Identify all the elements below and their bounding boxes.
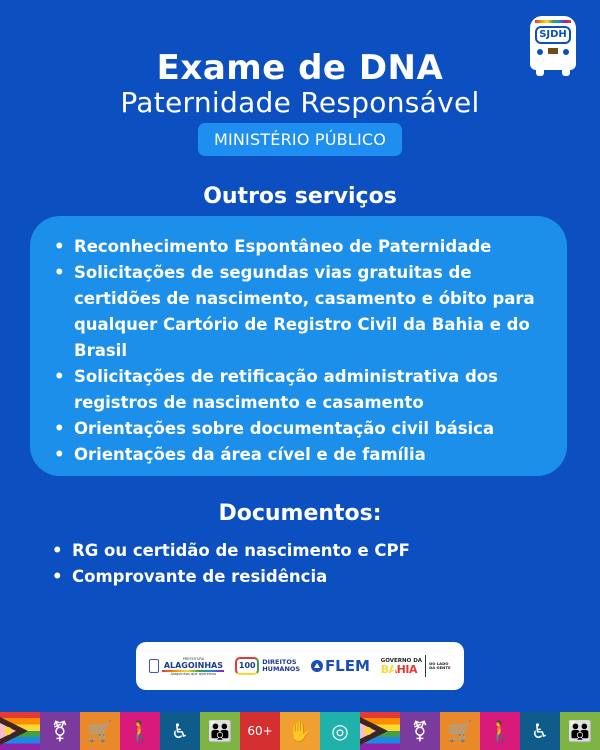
service-item: • Reconhecimento Espontâneo de Paternidade — [50, 234, 555, 260]
flem-triangle-icon — [311, 660, 323, 672]
governo-bahia-logo — [381, 655, 451, 677]
intersex-circle-icon — [364, 727, 372, 735]
do-lado-label: DO LADO — [429, 660, 449, 666]
page-title: Exame de DNA — [156, 48, 444, 88]
shopping-cart-icon: 🛒 — [80, 712, 120, 750]
ministerio-publico-badge: MINISTÉRIO PÚBLICO — [198, 123, 402, 156]
alagoinhas-logo — [149, 657, 224, 676]
pride-flag-icon — [360, 712, 400, 750]
alagoinhas-prefeitura-label: PREFEITURA — [182, 656, 205, 661]
divider — [425, 655, 426, 677]
blind-person-icon: 🚶 — [480, 712, 520, 750]
service-item: • Solicitações de segundas vias gratuitas de certidões de nascimento, casamento e óbito para qualquer Cartório de Registro Civil da Bahia e do Brasil — [50, 260, 555, 364]
transgender-symbol-icon: ⚧ — [40, 712, 80, 750]
document-item: • RG ou certidão de nascimento e CPF — [48, 538, 548, 564]
disque-100-logo — [235, 657, 300, 675]
flem-logo — [311, 657, 370, 675]
children-playing-icon: 👪 — [560, 712, 600, 750]
rainbow-stripe — [535, 20, 571, 23]
services-list — [50, 234, 555, 468]
page-subtitle: Paternidade Responsável — [120, 86, 480, 119]
document-item: • Comprovante de residência — [48, 564, 548, 590]
flem-name: FLEM — [324, 657, 370, 675]
documents-title: Documentos: — [218, 501, 382, 526]
sign-language-hand-icon: ✋ — [280, 712, 320, 750]
service-item: • Orientações sobre documentação civil básica — [50, 416, 555, 442]
alagoinhas-tagline: Alagoinhas que queremos — [170, 671, 217, 676]
service-item: • Orientações da área cível e de família — [50, 442, 555, 468]
logo-text: SJDH — [535, 26, 571, 44]
partner-logos-bar — [136, 642, 464, 690]
direitos-label: DIREITOS — [262, 658, 297, 666]
bahia-name: BAHIA — [381, 664, 422, 675]
documents-list — [48, 538, 548, 590]
humanos-label: HUMANOS — [262, 665, 301, 673]
da-gente-label: DA GENTE — [429, 665, 451, 670]
pride-flag-icon — [0, 712, 40, 750]
alagoinhas-name: ALAGOINHAS — [163, 660, 223, 670]
shopping-cart-icon: 🛒 — [440, 712, 480, 750]
wheelchair-icon: ♿ — [160, 712, 200, 750]
children-playing-icon: 👪 — [200, 712, 240, 750]
services-panel — [30, 216, 567, 476]
governo-da-label: GOVERNO DA — [380, 657, 423, 664]
service-item: • Solicitações de retificação administrativa dos registros de nascimento e casamento — [50, 364, 555, 416]
blind-person-icon: 🚶 — [120, 712, 160, 750]
accessibility-person-icon: ◎ — [320, 712, 360, 750]
intersex-circle-icon — [4, 727, 12, 735]
wheelchair-icon: ♿ — [520, 712, 560, 750]
city-crest-icon — [149, 659, 159, 673]
transgender-symbol-icon: ⚧ — [400, 712, 440, 750]
services-title: Outros serviços — [203, 184, 397, 209]
diversity-icons-strip — [0, 712, 600, 750]
disque-100-icon: 100 — [235, 657, 259, 675]
elderly-60-plus-icon: 60+ — [240, 712, 280, 750]
